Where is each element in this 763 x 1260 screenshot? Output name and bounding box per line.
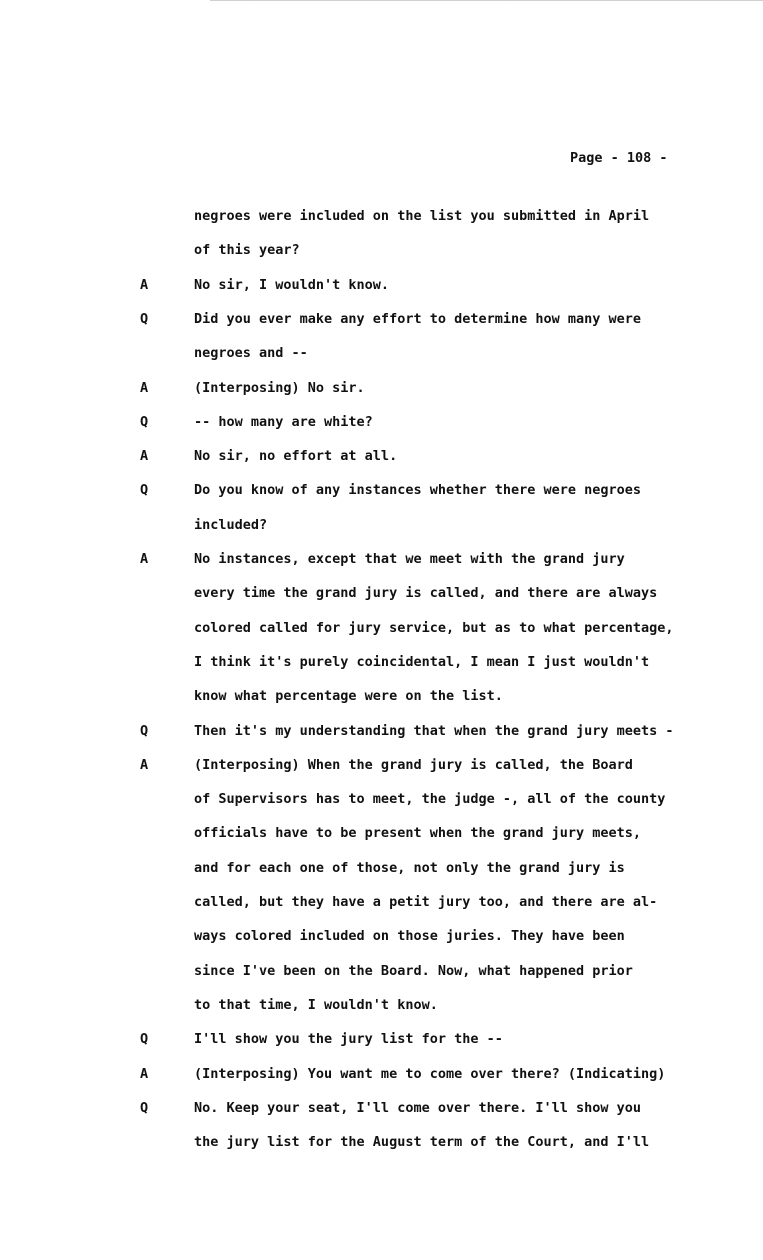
line-text: included?: [194, 516, 268, 533]
transcript-line: [0, 482, 763, 502]
page-number: Page - 108 -: [570, 150, 668, 166]
line-text: officials have to be present when the grand jury meets,: [194, 825, 642, 842]
line-text: every time the grand jury is called, and there are always: [194, 585, 658, 602]
line-text: and for each one of those, not only the grand jury is: [194, 859, 625, 876]
line-text: ways colored included on those juries. They have been: [194, 928, 625, 945]
transcript-line: [0, 1134, 763, 1154]
line-text: Then it's my understanding that when the grand jury meets -: [194, 722, 674, 739]
transcript-line: [0, 277, 763, 297]
line-text: to that time, I wouldn't know.: [194, 996, 438, 1013]
transcript-line: [0, 825, 763, 845]
line-text: I think it's purely coincidental, I mean I just wouldn't: [194, 653, 650, 670]
transcript-line: [0, 894, 763, 914]
line-text: (Interposing) When the grand jury is called, the Board: [194, 756, 633, 773]
transcript-line: [0, 311, 763, 331]
transcript-line: [0, 1066, 763, 1086]
line-text: (Interposing) You want me to come over there? (Indicating): [194, 1065, 666, 1082]
speaker-label: Q: [140, 310, 149, 327]
transcript-line: [0, 380, 763, 400]
transcript-line: [0, 345, 763, 365]
speaker-label: A: [140, 276, 149, 293]
speaker-label: A: [140, 448, 149, 465]
transcript-line: [0, 242, 763, 262]
line-text: No instances, except that we meet with the grand jury: [194, 551, 625, 567]
transcript-line: [0, 551, 763, 571]
line-text: called, but they have a petit jury too, and there are al-: [194, 894, 658, 910]
line-text: No. Keep your seat, I'll come over there. I'll show you: [194, 1099, 642, 1116]
transcript-line: [0, 928, 763, 948]
line-text: since I've been on the Board. Now, what happened prior: [194, 962, 633, 979]
line-text: No sir, no effort at all.: [194, 448, 398, 465]
line-text: negroes were included on the list you submitted in April: [194, 208, 650, 224]
transcript-line: [0, 723, 763, 743]
speaker-label: A: [140, 756, 149, 773]
transcript-line: [0, 620, 763, 640]
line-text: of this year?: [194, 242, 300, 259]
speaker-label: A: [140, 551, 149, 567]
speaker-label: A: [140, 1065, 149, 1082]
transcript-line: [0, 414, 763, 434]
speaker-label: Q: [140, 413, 149, 430]
transcript-line: [0, 517, 763, 537]
line-text: -- how many are white?: [194, 413, 373, 430]
transcript-line: [0, 1031, 763, 1051]
line-text: of Supervisors has to meet, the judge -, all of the county: [194, 791, 666, 808]
line-text: know what percentage were on the list.: [194, 688, 503, 705]
line-text: colored called for jury service, but as to what percentage,: [194, 619, 674, 636]
transcript-line: [0, 208, 763, 228]
transcript-line: [0, 963, 763, 983]
speaker-label: Q: [140, 482, 149, 499]
speaker-label: Q: [140, 1099, 149, 1116]
line-text: (Interposing) No sir.: [194, 379, 365, 396]
line-text: negroes and --: [194, 345, 308, 362]
transcript-line: [0, 791, 763, 811]
transcript-line: [0, 688, 763, 708]
transcript-line: [0, 997, 763, 1017]
line-text: I'll show you the jury list for the --: [194, 1031, 503, 1048]
transcript-line: [0, 1100, 763, 1120]
line-text: the jury list for the August term of the Court, and I'll: [194, 1134, 650, 1151]
transcript-line: [0, 757, 763, 777]
speaker-label: Q: [140, 722, 149, 739]
line-text: No sir, I wouldn't know.: [194, 276, 390, 293]
line-text: Did you ever make any effort to determine how many were: [194, 310, 642, 327]
transcript-line: [0, 585, 763, 605]
scan-edge-mark: [210, 0, 763, 4]
speaker-label: Q: [140, 1031, 149, 1048]
transcript-line: [0, 448, 763, 468]
transcript-line: [0, 654, 763, 674]
transcript-line: [0, 860, 763, 880]
line-text: Do you know of any instances whether there were negroes: [194, 482, 642, 499]
speaker-label: A: [140, 379, 149, 396]
